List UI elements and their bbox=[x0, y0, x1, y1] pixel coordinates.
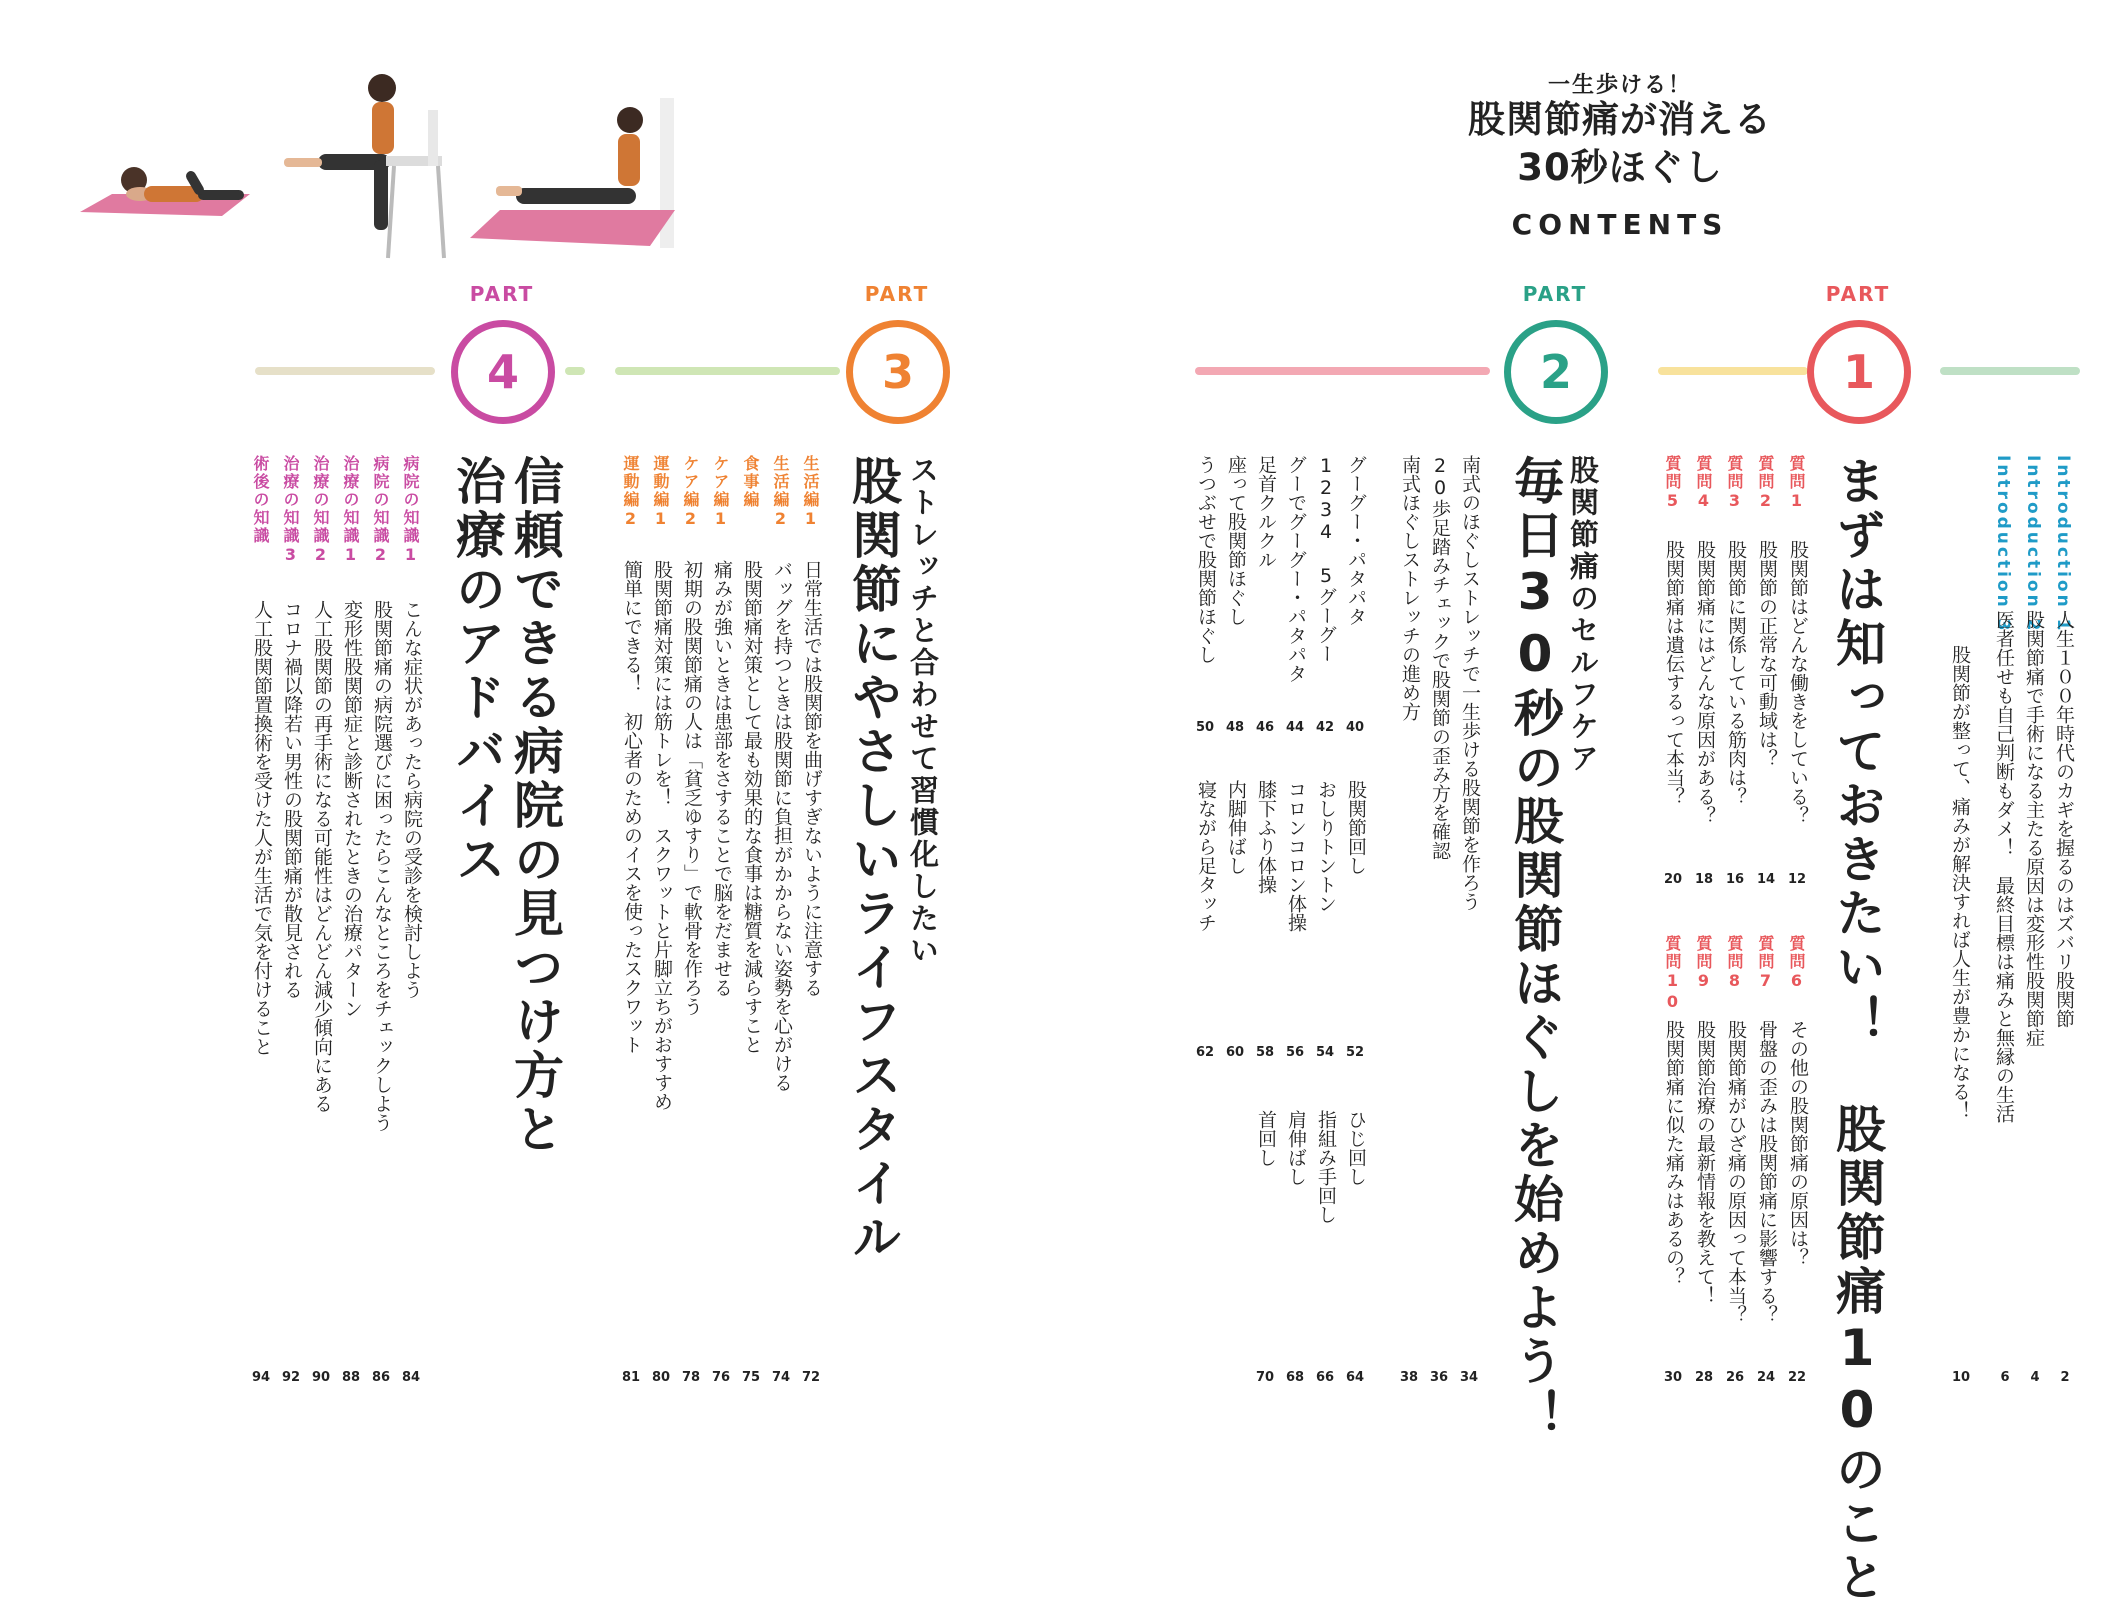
intro-page-4: 10 bbox=[1951, 1370, 1971, 1385]
part1-q5-page: 20 bbox=[1663, 872, 1683, 887]
part2-lower-4-page: 70 bbox=[1255, 1370, 1275, 1385]
part1-q7-text[interactable]: 骨盤の歪みは股関節痛に影響する？ bbox=[1756, 1020, 1778, 1324]
part2-upper-1-page: 40 bbox=[1345, 720, 1365, 735]
part1-q1-text[interactable]: 股関節はどんな働きをしている？ bbox=[1787, 540, 1809, 825]
part4-title-line1: 信頼できる病院の見つけ方と bbox=[506, 455, 564, 1157]
part2-upper-3-page: 44 bbox=[1285, 720, 1305, 735]
divider-line-intro bbox=[1940, 367, 2080, 375]
part4-page-4: 90 bbox=[311, 1370, 331, 1385]
part4-title-line2: 治療のアドバイス bbox=[448, 455, 506, 887]
part4-circle: 4 bbox=[451, 320, 555, 424]
intro-tag-3: Introduction 3 bbox=[1993, 455, 2013, 634]
part2-entry-3-page: 38 bbox=[1399, 1370, 1419, 1385]
part3-circle: 3 bbox=[846, 320, 950, 424]
part3-entry-6[interactable]: 股関節痛対策には筋トレを！ スクワットと片脚立ちがおすすめ bbox=[651, 560, 673, 1111]
part3-page-2: 74 bbox=[771, 1370, 791, 1385]
part2-upper-4-page: 46 bbox=[1255, 720, 1275, 735]
part2-entry-1-page: 34 bbox=[1459, 1370, 1479, 1385]
part4-entry-5[interactable]: コロナ禍以降若い男性の股関節痛が散見される bbox=[281, 600, 303, 999]
part2-middle-6[interactable]: 寝ながら足タッチ bbox=[1195, 780, 1217, 932]
part2-middle-4-page: 58 bbox=[1255, 1045, 1275, 1060]
part3-entry-5[interactable]: 初期の股関節痛の人は「貧乏ゆすり」で軟骨を作ろう bbox=[681, 560, 703, 1016]
part3-tag-7: 運動編2 bbox=[621, 455, 640, 530]
part4-page-3: 88 bbox=[341, 1370, 361, 1385]
part1-q9-tag: 質問9 bbox=[1694, 935, 1713, 992]
part1-q5-text[interactable]: 股関節痛は遺伝するって本当？ bbox=[1663, 540, 1685, 806]
part1-q3-tag: 質問3 bbox=[1725, 455, 1744, 512]
part3-label: PART bbox=[864, 282, 930, 306]
part1-q10-page: 30 bbox=[1663, 1370, 1683, 1385]
part4-entry-6[interactable]: 人工股関節置換術を受けた人が生活で気を付けること bbox=[251, 600, 273, 1056]
part2-upper-1[interactable]: グーグー・パタパタ bbox=[1345, 455, 1367, 626]
intro-entry-2[interactable]: 股関節痛で手術になる主たる原因は変形性股関節症 bbox=[2023, 610, 2045, 1047]
part2-lower-4[interactable]: 首回し bbox=[1255, 1110, 1277, 1167]
part4-tag-4: 治療の知識2 bbox=[311, 455, 330, 566]
part3-title: 股関節にやさしいライフスタイル bbox=[844, 455, 902, 1265]
part2-middle-4[interactable]: 膝下ふり体操 bbox=[1255, 780, 1277, 894]
part2-lower-1[interactable]: ひじ回し bbox=[1345, 1110, 1367, 1186]
part4-tag-6: 術後の知識 bbox=[251, 455, 270, 545]
part1-q9-text[interactable]: 股関節治療の最新情報を教えて！ bbox=[1694, 1020, 1716, 1305]
part2-middle-5-page: 60 bbox=[1225, 1045, 1245, 1060]
part2-label: PART bbox=[1522, 282, 1588, 306]
part2-upper-6-page: 50 bbox=[1195, 720, 1215, 735]
part2-entry-3[interactable]: 南式ほぐしストレッチの進め方 bbox=[1399, 455, 1421, 721]
part3-entry-2[interactable]: バッグを持つときは股関節に負担がかからない姿勢を心がける bbox=[771, 560, 793, 1092]
part2-upper-5-page: 48 bbox=[1225, 720, 1245, 735]
part1-q1-page: 12 bbox=[1787, 872, 1807, 887]
part4-page-2: 86 bbox=[371, 1370, 391, 1385]
part1-q2-text[interactable]: 股関節の正常な可動域は？ bbox=[1756, 540, 1778, 768]
part3-page-4: 76 bbox=[711, 1370, 731, 1385]
book-title bbox=[1440, 96, 1800, 192]
part3-entry-3[interactable]: 股関節痛対策として最も効果的な食事は糖質を減らすこと bbox=[741, 560, 763, 1054]
part3-tag-5: ケア編2 bbox=[681, 455, 700, 530]
part2-middle-3[interactable]: コロンコロン体操 bbox=[1285, 780, 1307, 932]
part1-q4-tag: 質問4 bbox=[1694, 455, 1713, 512]
part2-lower-3-page: 68 bbox=[1285, 1370, 1305, 1385]
part2-middle-1-page: 52 bbox=[1345, 1045, 1365, 1060]
part1-q8-tag: 質問8 bbox=[1725, 935, 1744, 992]
intro-entry-1[interactable]: 人生１００年時代のカギを握るのはズバリ股関節 bbox=[2053, 610, 2075, 1028]
part2-entry-1[interactable]: 南式のほぐしストレッチで一生歩ける股関節を作ろう bbox=[1459, 455, 1481, 911]
part3-page-7: 81 bbox=[621, 1370, 641, 1385]
contents-heading: CONTENTS bbox=[1511, 208, 1729, 241]
intro-tag-2: Introduction 2 bbox=[2023, 455, 2043, 634]
part4-tag-1: 病院の知識1 bbox=[401, 455, 420, 566]
part4-entry-4[interactable]: 人工股関節の再手術になる可能性はどんどん減少傾向にある bbox=[311, 600, 333, 1113]
part1-q6-text[interactable]: その他の股関節痛の原因は？ bbox=[1787, 1020, 1809, 1267]
part2-lower-2[interactable]: 指組み手回し bbox=[1315, 1110, 1337, 1224]
intro-tag-1: Introduction 1 bbox=[2053, 455, 2073, 634]
part2-lower-3[interactable]: 肩伸ばし bbox=[1285, 1110, 1307, 1186]
part4-entry-1[interactable]: こんな症状があったら病院の受診を検討しよう bbox=[401, 600, 423, 999]
part3-entry-4[interactable]: 痛みが強いときは患部をさすることで脳をだませる bbox=[711, 560, 733, 997]
divider-line-part2 bbox=[1195, 367, 1490, 375]
part3-tag-6: 運動編1 bbox=[651, 455, 670, 530]
part2-upper-6[interactable]: うつぶせで股関節ほぐし bbox=[1195, 455, 1217, 664]
part1-circle: 1 bbox=[1807, 320, 1911, 424]
part4-page-1: 84 bbox=[401, 1370, 421, 1385]
exercise-photo-chair bbox=[278, 70, 458, 265]
part4-tag-3: 治療の知識1 bbox=[341, 455, 360, 566]
part3-tag-2: 生活編2 bbox=[771, 455, 790, 530]
part1-q2-tag: 質問2 bbox=[1756, 455, 1775, 512]
part1-q5-tag: 質問5 bbox=[1663, 455, 1682, 512]
part1-q7-page: 24 bbox=[1756, 1370, 1776, 1385]
intro-page-3: 6 bbox=[2000, 1370, 2010, 1385]
part2-lower-2-page: 66 bbox=[1315, 1370, 1335, 1385]
part1-q2-page: 14 bbox=[1756, 872, 1776, 887]
part1-q6-page: 22 bbox=[1787, 1370, 1807, 1385]
intro-page-1: 2 bbox=[2060, 1370, 2070, 1385]
exercise-photo-lying bbox=[72, 120, 252, 230]
part4-page-5: 92 bbox=[281, 1370, 301, 1385]
part3-page-5: 78 bbox=[681, 1370, 701, 1385]
part2-entry-2[interactable]: 20歩足踏みチェックで股関節の歪み方を確認 bbox=[1429, 455, 1451, 860]
part1-q8-text[interactable]: 股関節痛がひざ痛の原因って本当？ bbox=[1725, 1020, 1747, 1324]
part4-entry-3[interactable]: 変形性股関節症と診断されたときの治療パターン bbox=[341, 600, 363, 1018]
divider-line-part3 bbox=[615, 367, 840, 375]
part2-circle: 2 bbox=[1504, 320, 1608, 424]
part1-q1-tag: 質問1 bbox=[1787, 455, 1806, 512]
part4-page-6: 94 bbox=[251, 1370, 271, 1385]
part3-subtitle: ストレッチと合わせて習慣化したい bbox=[906, 455, 940, 967]
part4-tag-2: 病院の知識2 bbox=[371, 455, 390, 566]
intro-page-2: 4 bbox=[2030, 1370, 2040, 1385]
book-kicker: 一生歩ける！ bbox=[1547, 73, 1692, 98]
divider-line-part1 bbox=[1658, 367, 1808, 375]
part3-entry-7[interactable]: 簡単にできる！ 初心者のためのイスを使ったスクワット bbox=[621, 560, 643, 1054]
part1-label: PART bbox=[1825, 282, 1891, 306]
part1-q6-tag: 質問6 bbox=[1787, 935, 1806, 992]
part2-middle-3-page: 56 bbox=[1285, 1045, 1305, 1060]
part2-lower-1-page: 64 bbox=[1345, 1370, 1365, 1385]
intro-entry-4[interactable]: 股関節が整って、痛みが解決すれば人生が豊かになる！ bbox=[1949, 645, 1971, 1120]
divider-line-part4-right bbox=[565, 367, 585, 375]
part2-middle-5[interactable]: 内脚伸ばし bbox=[1225, 780, 1247, 875]
part1-title: まずは知っておきたい！ 股関節痛10のこと bbox=[1828, 455, 1886, 1605]
part3-page-3: 75 bbox=[741, 1370, 761, 1385]
part4-entry-2[interactable]: 股関節痛の病院選びに困ったらこんなところをチェックしよう bbox=[371, 600, 393, 1132]
part1-q3-text[interactable]: 股関節に関係している筋肉は？ bbox=[1725, 540, 1747, 806]
part1-q8-page: 26 bbox=[1725, 1370, 1745, 1385]
part2-middle-6-page: 62 bbox=[1195, 1045, 1215, 1060]
divider-line-part4 bbox=[255, 367, 435, 375]
part1-q10-text[interactable]: 股関節痛に似た痛みはあるの？ bbox=[1663, 1020, 1685, 1286]
part3-page-6: 80 bbox=[651, 1370, 671, 1385]
part2-middle-2[interactable]: おしりトントン bbox=[1315, 780, 1337, 913]
part3-tag-3: 食事編 bbox=[741, 455, 760, 509]
part2-upper-3[interactable]: グーでグーグー・パタパタ bbox=[1285, 455, 1307, 683]
part3-tag-4: ケア編1 bbox=[711, 455, 730, 530]
part2-entry-2-page: 36 bbox=[1429, 1370, 1449, 1385]
part1-q9-page: 28 bbox=[1694, 1370, 1714, 1385]
part2-upper-2-page: 42 bbox=[1315, 720, 1335, 735]
part1-q4-page: 18 bbox=[1694, 872, 1714, 887]
part4-tag-5: 治療の知識3 bbox=[281, 455, 300, 566]
part3-page-1: 72 bbox=[801, 1370, 821, 1385]
book-title-line1: 股関節痛が消える bbox=[1468, 98, 1772, 141]
book-title-line2: 30秒ほぐし bbox=[1517, 146, 1723, 189]
part4-label: PART bbox=[469, 282, 535, 306]
part2-middle-1[interactable]: 股関節回し bbox=[1345, 780, 1367, 875]
part2-subtitle: 股関節痛のセルフケア bbox=[1566, 455, 1600, 775]
part1-q10-tag: 質問10 bbox=[1663, 935, 1682, 1013]
part3-tag-1: 生活編1 bbox=[801, 455, 820, 530]
intro-entry-3[interactable]: 医者任せも自己判断もダメ！ 最終目標は痛みと無縁の生活 bbox=[1993, 610, 2015, 1123]
part1-q3-page: 16 bbox=[1725, 872, 1745, 887]
part2-upper-2[interactable]: 1234 5グーグー bbox=[1315, 455, 1337, 663]
part2-upper-5[interactable]: 座って股関節ほぐし bbox=[1225, 455, 1247, 626]
part1-q4-text[interactable]: 股関節痛にはどんな原因がある？ bbox=[1694, 540, 1716, 825]
exercise-photo-sitting bbox=[470, 98, 680, 248]
part1-q7-tag: 質問7 bbox=[1756, 935, 1775, 992]
part2-upper-4[interactable]: 足首クルクル bbox=[1255, 455, 1277, 569]
part2-title: 毎日30秒の股関節ほぐしを始めよう！ bbox=[1506, 455, 1564, 1443]
part3-entry-1[interactable]: 日常生活では股関節を曲げすぎないように注意する bbox=[801, 560, 823, 997]
part2-middle-2-page: 54 bbox=[1315, 1045, 1335, 1060]
